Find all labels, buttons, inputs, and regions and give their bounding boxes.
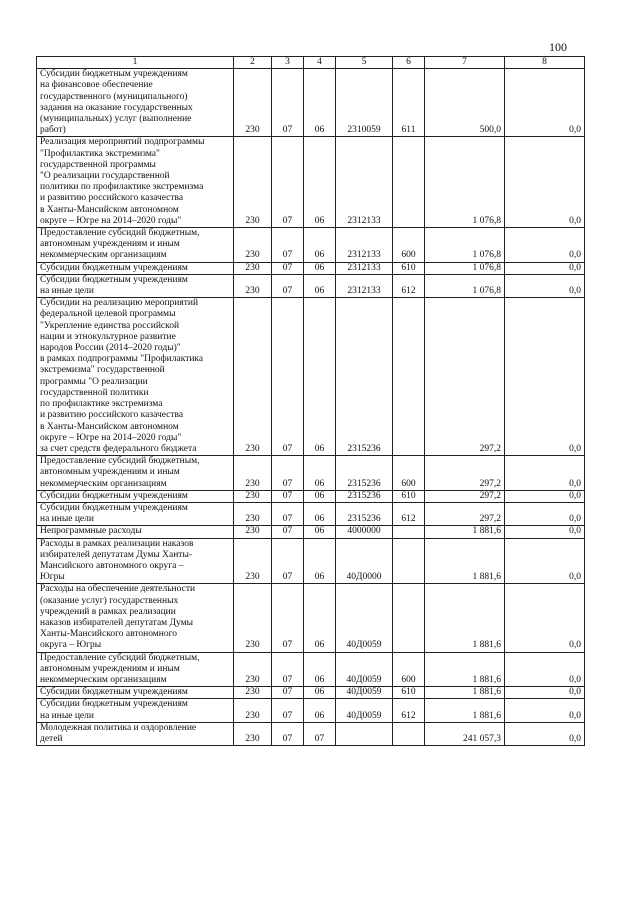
code-subsection-cell: 06 [304,228,336,263]
code-gv-cell: 230 [234,687,272,699]
row-name-cell: Непрограммные расходы [37,526,234,538]
code-target-cell: 2312133 [336,228,393,263]
code-expense-type-cell: 612 [393,274,425,297]
table-body [37,69,585,746]
amount-extra-cell: 0,0 [505,456,585,491]
amount-cell: 1 881,6 [425,652,505,687]
code-expense-type-cell: 610 [393,687,425,699]
amount-extra-cell: 0,0 [505,228,585,263]
code-target-cell: 40Д0059 [336,699,393,722]
code-expense-type-cell: 612 [393,699,425,722]
code-target-cell: 2315236 [336,502,393,525]
row-name-cell: Предоставление субсидий бюджетным, автономным учреждениям и иным некоммерческим организациям [37,456,234,491]
table-row [37,490,585,502]
code-section-cell: 07 [272,456,304,491]
code-subsection-cell: 06 [304,687,336,699]
code-target-cell [336,722,393,745]
amount-cell: 297,2 [425,502,505,525]
row-name-cell: Предоставление субсидий бюджетным, автономным учреждениям и иным некоммерческим организациям [37,652,234,687]
code-section-cell: 07 [272,538,304,584]
code-subsection-cell: 06 [304,456,336,491]
code-gv-cell: 230 [234,298,272,456]
amount-extra-cell: 0,0 [505,699,585,722]
code-section-cell: 07 [272,228,304,263]
code-section-cell: 07 [272,699,304,722]
code-section-cell: 07 [272,262,304,274]
code-expense-type-cell [393,137,425,228]
code-subsection-cell: 06 [304,490,336,502]
row-name-cell: Молодежная политика и оздоровление детей [37,722,234,745]
amount-cell: 297,2 [425,456,505,491]
code-gv-cell: 230 [234,456,272,491]
table-row [37,687,585,699]
amount-extra-cell: 0,0 [505,526,585,538]
column-header: 3 [272,57,304,69]
code-target-cell: 40Д0059 [336,652,393,687]
amount-cell: 297,2 [425,298,505,456]
row-name-cell: Субсидии на реализацию мероприятий федеральной целевой программы "Укрепление единства российской нации и этнокультурное развитие народов России (2014–2020 годы)" в рамках подпрограммы "Профилактика экстремизма" государственной программы "О реализации государственной политики по профилактике экстремизма и развитию российского казачества в Ханты-Мансийском автономном округе – Югре на 2014–2020 годы" за счет средств федерального бюджета [37,298,234,456]
code-expense-type-cell [393,538,425,584]
amount-cell: 1 076,8 [425,262,505,274]
code-subsection-cell: 06 [304,652,336,687]
code-subsection-cell: 06 [304,538,336,584]
code-expense-type-cell [393,722,425,745]
table-row [37,722,585,745]
code-expense-type-cell [393,584,425,652]
amount-extra-cell: 0,0 [505,502,585,525]
table-row [37,538,585,584]
row-name-cell: Субсидии бюджетным учреждениям на иные цели [37,502,234,525]
code-expense-type-cell [393,526,425,538]
code-gv-cell: 230 [234,699,272,722]
amount-extra-cell: 0,0 [505,584,585,652]
column-header: 4 [304,57,336,69]
code-target-cell: 2312133 [336,137,393,228]
code-section-cell: 07 [272,584,304,652]
code-target-cell: 2312133 [336,262,393,274]
code-target-cell: 40Д0000 [336,538,393,584]
amount-cell: 1 881,6 [425,526,505,538]
code-section-cell: 07 [272,526,304,538]
code-subsection-cell: 06 [304,262,336,274]
row-name-cell: Расходы в рамках реализации наказов избирателей депутатам Думы Ханты- Мансийского автономного округа – Югры [37,538,234,584]
code-expense-type-cell: 610 [393,490,425,502]
row-name-cell: Расходы на обеспечение деятельности (оказание услуг) государственных учреждений в рамках реализации наказов избирателей депутатам Думы Ханты-Мансийского автономного округа – Югры [37,584,234,652]
code-expense-type-cell: 610 [393,262,425,274]
column-header: 8 [505,57,585,69]
code-section-cell: 07 [272,274,304,297]
code-gv-cell: 230 [234,262,272,274]
column-header: 6 [393,57,425,69]
code-gv-cell: 230 [234,69,272,137]
table-row [37,262,585,274]
code-section-cell: 07 [272,502,304,525]
amount-cell: 1 881,6 [425,699,505,722]
code-gv-cell: 230 [234,538,272,584]
code-section-cell: 07 [272,652,304,687]
amount-cell: 500,0 [425,69,505,137]
amount-extra-cell: 0,0 [505,652,585,687]
budget-table [36,56,585,746]
amount-cell: 1 076,8 [425,137,505,228]
code-section-cell: 07 [272,69,304,137]
code-section-cell: 07 [272,722,304,745]
row-name-cell: Предоставление субсидий бюджетным, автономным учреждениям и иным некоммерческим организациям [37,228,234,263]
row-name-cell: Субсидии бюджетным учреждениям на финансовое обеспечение государственного (муниципального) задания на оказание государственных (муниципальных) услуг (выполнение работ) [37,69,234,137]
code-expense-type-cell: 612 [393,502,425,525]
code-subsection-cell: 06 [304,502,336,525]
code-section-cell: 07 [272,687,304,699]
amount-extra-cell: 0,0 [505,687,585,699]
code-target-cell: 2312133 [336,274,393,297]
code-gv-cell: 230 [234,722,272,745]
table-row [37,69,585,137]
code-target-cell: 40Д0059 [336,687,393,699]
amount-extra-cell: 0,0 [505,490,585,502]
amount-cell: 1 076,8 [425,228,505,263]
code-expense-type-cell: 600 [393,228,425,263]
code-gv-cell: 230 [234,274,272,297]
table-row [37,456,585,491]
code-target-cell: 2315236 [336,490,393,502]
amount-cell: 241 057,3 [425,722,505,745]
column-header: 7 [425,57,505,69]
code-subsection-cell: 06 [304,137,336,228]
row-name-cell: Субсидии бюджетным учреждениям на иные цели [37,699,234,722]
table-row [37,502,585,525]
code-expense-type-cell: 600 [393,652,425,687]
amount-extra-cell: 0,0 [505,298,585,456]
code-subsection-cell: 06 [304,584,336,652]
table-row [37,584,585,652]
table-row [37,228,585,263]
code-subsection-cell: 06 [304,298,336,456]
amount-cell: 1 881,6 [425,687,505,699]
code-subsection-cell: 07 [304,722,336,745]
code-section-cell: 07 [272,490,304,502]
column-header: 2 [234,57,272,69]
row-name-cell: Субсидии бюджетным учреждениям [37,687,234,699]
code-gv-cell: 230 [234,526,272,538]
code-expense-type-cell: 611 [393,69,425,137]
code-gv-cell: 230 [234,502,272,525]
amount-extra-cell: 0,0 [505,69,585,137]
code-subsection-cell: 06 [304,274,336,297]
code-gv-cell: 230 [234,584,272,652]
amount-cell: 1 076,8 [425,274,505,297]
amount-cell: 1 881,6 [425,538,505,584]
code-target-cell: 40Д0059 [336,584,393,652]
amount-extra-cell: 0,0 [505,137,585,228]
table-row [37,274,585,297]
code-subsection-cell: 06 [304,526,336,538]
code-gv-cell: 230 [234,228,272,263]
amount-extra-cell: 0,0 [505,722,585,745]
code-expense-type-cell [393,298,425,456]
table-row [37,137,585,228]
amount-extra-cell: 0,0 [505,538,585,584]
column-number-row [37,57,585,69]
page-number: 100 [549,40,567,54]
table-row [37,699,585,722]
row-name-cell: Реализация мероприятий подпрограммы "Профилактика экстремизма" государственной программы "О реализации государственной политики по профилактике экстремизма и развитию российского казачества в Ханты-Мансийском автономном округе – Югре на 2014–2020 годы" [37,137,234,228]
code-section-cell: 07 [272,137,304,228]
table-row [37,526,585,538]
amount-cell: 1 881,6 [425,584,505,652]
table-row [37,652,585,687]
code-target-cell: 2315236 [336,456,393,491]
amount-extra-cell: 0,0 [505,262,585,274]
code-section-cell: 07 [272,298,304,456]
code-target-cell: 4000000 [336,526,393,538]
code-gv-cell: 230 [234,652,272,687]
row-name-cell: Субсидии бюджетным учреждениям [37,262,234,274]
code-gv-cell: 230 [234,137,272,228]
column-header: 5 [336,57,393,69]
row-name-cell: Субсидии бюджетным учреждениям на иные цели [37,274,234,297]
amount-cell: 297,2 [425,490,505,502]
column-header: 1 [37,57,234,69]
code-expense-type-cell: 600 [393,456,425,491]
row-name-cell: Субсидии бюджетным учреждениям [37,490,234,502]
code-gv-cell: 230 [234,490,272,502]
code-target-cell: 2315236 [336,298,393,456]
code-target-cell: 2310059 [336,69,393,137]
code-subsection-cell: 06 [304,699,336,722]
code-subsection-cell: 06 [304,69,336,137]
amount-extra-cell: 0,0 [505,274,585,297]
table-row [37,298,585,456]
